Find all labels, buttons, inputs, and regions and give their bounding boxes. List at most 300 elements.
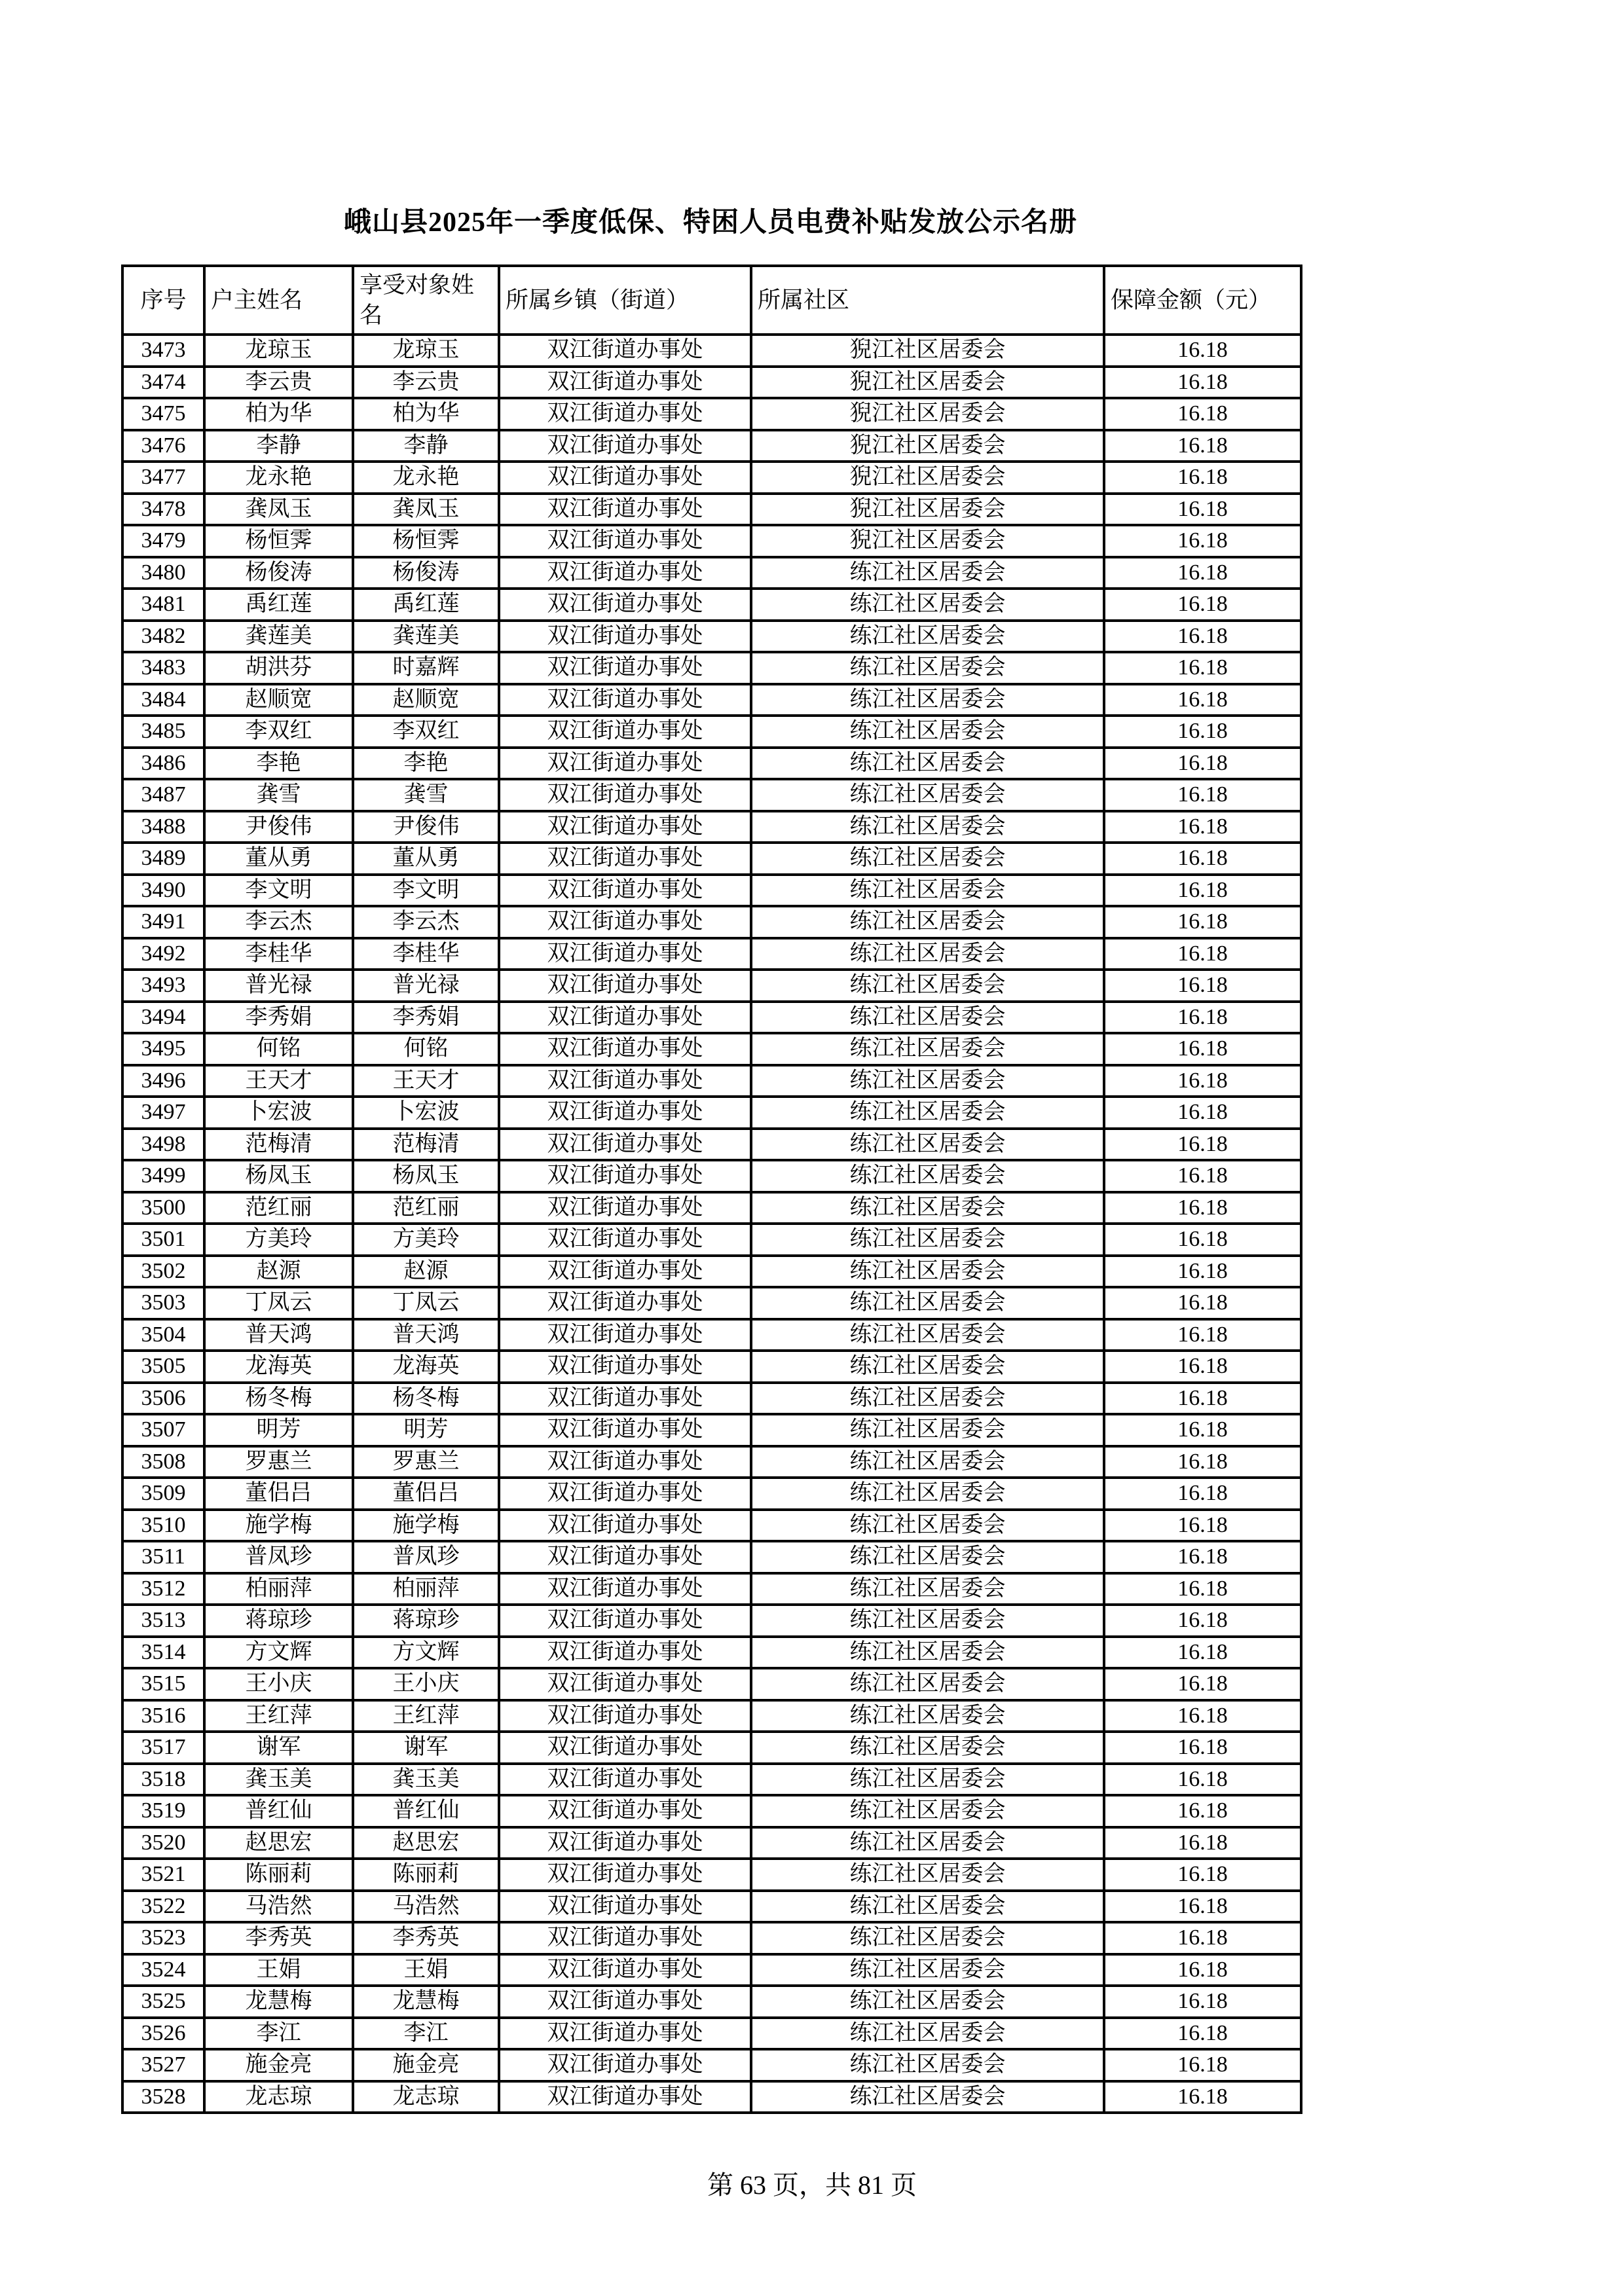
community-cell: 练江社区居委会: [751, 684, 1104, 716]
householder-name-cell: 何铭: [204, 1033, 353, 1065]
beneficiary-name-cell: 李桂华: [353, 938, 499, 970]
householder-name-cell: 丁凤云: [204, 1287, 353, 1319]
beneficiary-name-cell: 李艳: [353, 748, 499, 780]
amount-cell: 16.18: [1104, 1319, 1301, 1351]
table-row: [122, 367, 1301, 399]
amount-cell: 16.18: [1104, 1033, 1301, 1065]
community-cell: 猊江社区居委会: [751, 335, 1104, 367]
serial-cell: 3485: [122, 716, 204, 748]
community-cell: 练江社区居委会: [751, 1319, 1104, 1351]
table-row: [122, 1160, 1301, 1192]
beneficiary-name-cell: 龙琼玉: [353, 335, 499, 367]
householder-name-cell: 施学梅: [204, 1510, 353, 1542]
beneficiary-name-cell: 龙永艳: [353, 462, 499, 494]
householder-name-cell: 方文辉: [204, 1637, 353, 1669]
table-row: [122, 652, 1301, 684]
householder-name-cell: 赵思宏: [204, 1827, 353, 1859]
community-cell: 练江社区居委会: [751, 1891, 1104, 1923]
householder-name-cell: 明芳: [204, 1414, 353, 1446]
amount-cell: 16.18: [1104, 1573, 1301, 1605]
township-cell: 双江街道办事处: [499, 1224, 751, 1256]
table-row: [122, 684, 1301, 716]
serial-cell: 3519: [122, 1795, 204, 1827]
beneficiary-name-cell: 明芳: [353, 1414, 499, 1446]
community-cell: 练江社区居委会: [751, 1287, 1104, 1319]
serial-cell: 3517: [122, 1732, 204, 1764]
serial-cell: 3507: [122, 1414, 204, 1446]
beneficiary-name-cell: 龙慧梅: [353, 1986, 499, 2018]
serial-cell: 3526: [122, 2018, 204, 2050]
township-cell: 双江街道办事处: [499, 1256, 751, 1288]
township-cell: 双江街道办事处: [499, 1827, 751, 1859]
table-row: [122, 716, 1301, 748]
community-cell: 练江社区居委会: [751, 906, 1104, 938]
beneficiary-name-cell: 李文明: [353, 875, 499, 907]
serial-cell: 3504: [122, 1319, 204, 1351]
community-cell: 练江社区居委会: [751, 1668, 1104, 1700]
community-cell: 练江社区居委会: [751, 843, 1104, 875]
township-cell: 双江街道办事处: [499, 621, 751, 653]
township-cell: 双江街道办事处: [499, 1764, 751, 1796]
householder-name-cell: 王小庆: [204, 1668, 353, 1700]
community-cell: 练江社区居委会: [751, 1764, 1104, 1796]
community-cell: 练江社区居委会: [751, 1922, 1104, 1954]
community-cell: 练江社区居委会: [751, 1224, 1104, 1256]
serial-cell: 3505: [122, 1351, 204, 1383]
beneficiary-name-cell: 普天鸿: [353, 1319, 499, 1351]
table-row: [122, 938, 1301, 970]
amount-cell: 16.18: [1104, 1891, 1301, 1923]
amount-cell: 16.18: [1104, 335, 1301, 367]
beneficiary-name-cell: 杨凤玉: [353, 1160, 499, 1192]
amount-cell: 16.18: [1104, 1002, 1301, 1034]
amount-cell: 16.18: [1104, 1383, 1301, 1415]
serial-cell: 3486: [122, 748, 204, 780]
table-row: [122, 494, 1301, 526]
amount-cell: 16.18: [1104, 779, 1301, 811]
township-cell: 双江街道办事处: [499, 1033, 751, 1065]
community-cell: 练江社区居委会: [751, 621, 1104, 653]
township-cell: 双江街道办事处: [499, 367, 751, 399]
table-row: [122, 621, 1301, 653]
amount-cell: 16.18: [1104, 1700, 1301, 1732]
serial-cell: 3508: [122, 1446, 204, 1478]
community-cell: 练江社区居委会: [751, 2081, 1104, 2113]
beneficiary-name-cell: 施金亮: [353, 2049, 499, 2081]
amount-cell: 16.18: [1104, 494, 1301, 526]
householder-name-cell: 谢军: [204, 1732, 353, 1764]
beneficiary-name-cell: 龚玉美: [353, 1764, 499, 1796]
serial-cell: 3493: [122, 970, 204, 1002]
table-row: [122, 1827, 1301, 1859]
amount-cell: 16.18: [1104, 1256, 1301, 1288]
table-row: [122, 1510, 1301, 1542]
table-row: [122, 2049, 1301, 2081]
beneficiary-name-cell: 柏为华: [353, 398, 499, 430]
community-cell: 练江社区居委会: [751, 1637, 1104, 1669]
serial-cell: 3474: [122, 367, 204, 399]
serial-cell: 3528: [122, 2081, 204, 2113]
community-cell: 练江社区居委会: [751, 2049, 1104, 2081]
serial-cell: 3515: [122, 1668, 204, 1700]
householder-name-cell: 龙永艳: [204, 462, 353, 494]
amount-cell: 16.18: [1104, 1446, 1301, 1478]
subsidy-roster-table: [121, 264, 1302, 2114]
serial-cell: 3488: [122, 811, 204, 843]
table-row: [122, 748, 1301, 780]
table-row: [122, 1224, 1301, 1256]
table-row: [122, 843, 1301, 875]
serial-cell: 3511: [122, 1541, 204, 1573]
serial-cell: 3477: [122, 462, 204, 494]
table-body: [122, 335, 1301, 2113]
householder-name-cell: 李桂华: [204, 938, 353, 970]
amount-cell: 16.18: [1104, 1732, 1301, 1764]
beneficiary-name-cell: 赵顺宽: [353, 684, 499, 716]
community-cell: 猊江社区居委会: [751, 525, 1104, 557]
amount-cell: 16.18: [1104, 652, 1301, 684]
table-row: [122, 875, 1301, 907]
amount-cell: 16.18: [1104, 430, 1301, 462]
beneficiary-name-cell: 龙志琼: [353, 2081, 499, 2113]
community-cell: 练江社区居委会: [751, 1478, 1104, 1510]
beneficiary-name-cell: 时嘉辉: [353, 652, 499, 684]
householder-name-cell: 龙海英: [204, 1351, 353, 1383]
community-cell: 练江社区居委会: [751, 1573, 1104, 1605]
community-cell: 练江社区居委会: [751, 1795, 1104, 1827]
beneficiary-name-cell: 龚莲美: [353, 621, 499, 653]
amount-cell: 16.18: [1104, 2049, 1301, 2081]
community-cell: 练江社区居委会: [751, 1256, 1104, 1288]
householder-name-cell: 李秀娟: [204, 1002, 353, 1034]
community-cell: 练江社区居委会: [751, 1827, 1104, 1859]
serial-cell: 3479: [122, 525, 204, 557]
serial-cell: 3487: [122, 779, 204, 811]
township-cell: 双江街道办事处: [499, 494, 751, 526]
serial-cell: 3510: [122, 1510, 204, 1542]
serial-cell: 3509: [122, 1478, 204, 1510]
table-row: [122, 1668, 1301, 1700]
community-cell: 练江社区居委会: [751, 938, 1104, 970]
amount-cell: 16.18: [1104, 1668, 1301, 1700]
township-cell: 双江街道办事处: [499, 875, 751, 907]
table-row: [122, 906, 1301, 938]
beneficiary-name-cell: 谢军: [353, 1732, 499, 1764]
township-cell: 双江街道办事处: [499, 2049, 751, 2081]
township-cell: 双江街道办事处: [499, 1351, 751, 1383]
table-row: [122, 1541, 1301, 1573]
township-cell: 双江街道办事处: [499, 1319, 751, 1351]
serial-cell: 3494: [122, 1002, 204, 1034]
serial-cell: 3483: [122, 652, 204, 684]
beneficiary-name-cell: 李云杰: [353, 906, 499, 938]
township-cell: 双江街道办事处: [499, 1732, 751, 1764]
township-cell: 双江街道办事处: [499, 1002, 751, 1034]
beneficiary-name-cell: 李静: [353, 430, 499, 462]
table-row: [122, 2081, 1301, 2113]
township-cell: 双江街道办事处: [499, 430, 751, 462]
table-row: [122, 1065, 1301, 1097]
householder-name-cell: 王红萍: [204, 1700, 353, 1732]
amount-cell: 16.18: [1104, 1827, 1301, 1859]
beneficiary-name-cell: 柏丽萍: [353, 1573, 499, 1605]
community-cell: 练江社区居委会: [751, 1700, 1104, 1732]
beneficiary-name-cell: 范梅清: [353, 1129, 499, 1161]
township-cell: 双江街道办事处: [499, 779, 751, 811]
community-cell: 练江社区居委会: [751, 1954, 1104, 1986]
householder-name-cell: 李云杰: [204, 906, 353, 938]
township-cell: 双江街道办事处: [499, 1446, 751, 1478]
amount-cell: 16.18: [1104, 2018, 1301, 2050]
township-cell: 双江街道办事处: [499, 1986, 751, 2018]
beneficiary-name-cell: 蒋琼珍: [353, 1605, 499, 1637]
beneficiary-name-cell: 董侣吕: [353, 1478, 499, 1510]
amount-cell: 16.18: [1104, 1129, 1301, 1161]
community-cell: 练江社区居委会: [751, 1351, 1104, 1383]
householder-name-cell: 普天鸿: [204, 1319, 353, 1351]
table-row: [122, 779, 1301, 811]
community-cell: 猊江社区居委会: [751, 398, 1104, 430]
amount-cell: 16.18: [1104, 1065, 1301, 1097]
serial-cell: 3484: [122, 684, 204, 716]
serial-cell: 3514: [122, 1637, 204, 1669]
table-row: [122, 1637, 1301, 1669]
table-row: [122, 1954, 1301, 1986]
serial-cell: 3499: [122, 1160, 204, 1192]
beneficiary-name-cell: 施学梅: [353, 1510, 499, 1542]
township-cell: 双江街道办事处: [499, 1795, 751, 1827]
table-row: [122, 1986, 1301, 2018]
community-cell: 练江社区居委会: [751, 652, 1104, 684]
table-row: [122, 2018, 1301, 2050]
householder-name-cell: 蒋琼珍: [204, 1605, 353, 1637]
serial-cell: 3495: [122, 1033, 204, 1065]
beneficiary-name-cell: 赵思宏: [353, 1827, 499, 1859]
table-row: [122, 1287, 1301, 1319]
serial-cell: 3506: [122, 1383, 204, 1415]
beneficiary-name-cell: 王小庆: [353, 1668, 499, 1700]
beneficiary-name-cell: 罗惠兰: [353, 1446, 499, 1478]
table-row: [122, 1446, 1301, 1478]
serial-cell: 3527: [122, 2049, 204, 2081]
township-cell: 双江街道办事处: [499, 970, 751, 1002]
header-serial: 序号: [122, 266, 204, 335]
amount-cell: 16.18: [1104, 1859, 1301, 1891]
householder-name-cell: 龚玉美: [204, 1764, 353, 1796]
beneficiary-name-cell: 龚雪: [353, 779, 499, 811]
householder-name-cell: 龙琼玉: [204, 335, 353, 367]
township-cell: 双江街道办事处: [499, 1668, 751, 1700]
serial-cell: 3480: [122, 557, 204, 589]
amount-cell: 16.18: [1104, 589, 1301, 621]
table-row: [122, 335, 1301, 367]
community-cell: 练江社区居委会: [751, 811, 1104, 843]
table-row: [122, 1319, 1301, 1351]
amount-cell: 16.18: [1104, 525, 1301, 557]
householder-name-cell: 禹红莲: [204, 589, 353, 621]
serial-cell: 3525: [122, 1986, 204, 2018]
table-row: [122, 1573, 1301, 1605]
beneficiary-name-cell: 丁凤云: [353, 1287, 499, 1319]
township-cell: 双江街道办事处: [499, 1922, 751, 1954]
header-community: 所属社区: [751, 266, 1104, 335]
township-cell: 双江街道办事处: [499, 1859, 751, 1891]
table-row: [122, 398, 1301, 430]
beneficiary-name-cell: 龚凤玉: [353, 494, 499, 526]
amount-cell: 16.18: [1104, 1986, 1301, 2018]
amount-cell: 16.18: [1104, 875, 1301, 907]
amount-cell: 16.18: [1104, 1097, 1301, 1129]
table-row: [122, 1414, 1301, 1446]
community-cell: 练江社区居委会: [751, 970, 1104, 1002]
serial-cell: 3475: [122, 398, 204, 430]
householder-name-cell: 陈丽莉: [204, 1859, 353, 1891]
serial-cell: 3524: [122, 1954, 204, 1986]
community-cell: 练江社区居委会: [751, 1129, 1104, 1161]
community-cell: 练江社区居委会: [751, 1605, 1104, 1637]
householder-name-cell: 李艳: [204, 748, 353, 780]
amount-cell: 16.18: [1104, 557, 1301, 589]
beneficiary-name-cell: 杨恒霁: [353, 525, 499, 557]
township-cell: 双江街道办事处: [499, 525, 751, 557]
community-cell: 练江社区居委会: [751, 1097, 1104, 1129]
table-row: [122, 1891, 1301, 1923]
amount-cell: 16.18: [1104, 1510, 1301, 1542]
householder-name-cell: 方美玲: [204, 1224, 353, 1256]
serial-cell: 3473: [122, 335, 204, 367]
township-cell: 双江街道办事处: [499, 398, 751, 430]
table-row: [122, 1859, 1301, 1891]
amount-cell: 16.18: [1104, 716, 1301, 748]
community-cell: 练江社区居委会: [751, 557, 1104, 589]
serial-cell: 3492: [122, 938, 204, 970]
serial-cell: 3521: [122, 1859, 204, 1891]
township-cell: 双江街道办事处: [499, 938, 751, 970]
township-cell: 双江街道办事处: [499, 716, 751, 748]
township-cell: 双江街道办事处: [499, 1637, 751, 1669]
serial-cell: 3478: [122, 494, 204, 526]
amount-cell: 16.18: [1104, 1192, 1301, 1224]
community-cell: 练江社区居委会: [751, 779, 1104, 811]
township-cell: 双江街道办事处: [499, 1605, 751, 1637]
community-cell: 练江社区居委会: [751, 589, 1104, 621]
amount-cell: 16.18: [1104, 1922, 1301, 1954]
householder-name-cell: 杨俊涛: [204, 557, 353, 589]
serial-cell: 3502: [122, 1256, 204, 1288]
community-cell: 练江社区居委会: [751, 748, 1104, 780]
beneficiary-name-cell: 李双红: [353, 716, 499, 748]
township-cell: 双江街道办事处: [499, 1510, 751, 1542]
householder-name-cell: 尹俊伟: [204, 811, 353, 843]
serial-cell: 3490: [122, 875, 204, 907]
householder-name-cell: 龚凤玉: [204, 494, 353, 526]
community-cell: 练江社区居委会: [751, 1160, 1104, 1192]
table-row: [122, 1605, 1301, 1637]
amount-cell: 16.18: [1104, 970, 1301, 1002]
beneficiary-name-cell: 何铭: [353, 1033, 499, 1065]
beneficiary-name-cell: 卜宏波: [353, 1097, 499, 1129]
community-cell: 猊江社区居委会: [751, 367, 1104, 399]
serial-cell: 3491: [122, 906, 204, 938]
householder-name-cell: 罗惠兰: [204, 1446, 353, 1478]
serial-cell: 3518: [122, 1764, 204, 1796]
beneficiary-name-cell: 李云贵: [353, 367, 499, 399]
householder-name-cell: 龚雪: [204, 779, 353, 811]
township-cell: 双江街道办事处: [499, 1573, 751, 1605]
amount-cell: 16.18: [1104, 1795, 1301, 1827]
community-cell: 练江社区居委会: [751, 1414, 1104, 1446]
table-row: [122, 1478, 1301, 1510]
table-row: [122, 970, 1301, 1002]
community-cell: 猊江社区居委会: [751, 494, 1104, 526]
householder-name-cell: 普凤珍: [204, 1541, 353, 1573]
householder-name-cell: 董从勇: [204, 843, 353, 875]
householder-name-cell: 范梅清: [204, 1129, 353, 1161]
amount-cell: 16.18: [1104, 684, 1301, 716]
amount-cell: 16.18: [1104, 367, 1301, 399]
community-cell: 练江社区居委会: [751, 875, 1104, 907]
householder-name-cell: 李双红: [204, 716, 353, 748]
table-row: [122, 1256, 1301, 1288]
community-cell: 练江社区居委会: [751, 1033, 1104, 1065]
serial-cell: 3520: [122, 1827, 204, 1859]
table-row: [122, 811, 1301, 843]
beneficiary-name-cell: 方文辉: [353, 1637, 499, 1669]
township-cell: 双江街道办事处: [499, 906, 751, 938]
township-cell: 双江街道办事处: [499, 557, 751, 589]
community-cell: 练江社区居委会: [751, 1065, 1104, 1097]
serial-cell: 3516: [122, 1700, 204, 1732]
serial-cell: 3482: [122, 621, 204, 653]
householder-name-cell: 李江: [204, 2018, 353, 2050]
community-cell: 猊江社区居委会: [751, 462, 1104, 494]
amount-cell: 16.18: [1104, 398, 1301, 430]
serial-cell: 3497: [122, 1097, 204, 1129]
beneficiary-name-cell: 王红萍: [353, 1700, 499, 1732]
householder-name-cell: 王娟: [204, 1954, 353, 1986]
community-cell: 猊江社区居委会: [751, 430, 1104, 462]
header-row: [122, 266, 1301, 335]
householder-name-cell: 杨冬梅: [204, 1383, 353, 1415]
beneficiary-name-cell: 王娟: [353, 1954, 499, 1986]
township-cell: 双江街道办事处: [499, 1065, 751, 1097]
householder-name-cell: 龙慧梅: [204, 1986, 353, 2018]
table-row: [122, 1351, 1301, 1383]
beneficiary-name-cell: 董从勇: [353, 843, 499, 875]
township-cell: 双江街道办事处: [499, 1700, 751, 1732]
township-cell: 双江街道办事处: [499, 811, 751, 843]
householder-name-cell: 马浩然: [204, 1891, 353, 1923]
header-amount: 保障金额（元）: [1104, 266, 1301, 335]
township-cell: 双江街道办事处: [499, 652, 751, 684]
serial-cell: 3496: [122, 1065, 204, 1097]
householder-name-cell: 施金亮: [204, 2049, 353, 2081]
table-row: [122, 589, 1301, 621]
beneficiary-name-cell: 李秀娟: [353, 1002, 499, 1034]
beneficiary-name-cell: 普红仙: [353, 1795, 499, 1827]
township-cell: 双江街道办事处: [499, 1954, 751, 1986]
beneficiary-name-cell: 杨冬梅: [353, 1383, 499, 1415]
householder-name-cell: 柏丽萍: [204, 1573, 353, 1605]
beneficiary-name-cell: 普凤珍: [353, 1541, 499, 1573]
beneficiary-name-cell: 普光禄: [353, 970, 499, 1002]
serial-cell: 3522: [122, 1891, 204, 1923]
header-householder-name: 户主姓名: [204, 266, 353, 335]
table-row: [122, 1383, 1301, 1415]
householder-name-cell: 李秀英: [204, 1922, 353, 1954]
amount-cell: 16.18: [1104, 1541, 1301, 1573]
amount-cell: 16.18: [1104, 1478, 1301, 1510]
